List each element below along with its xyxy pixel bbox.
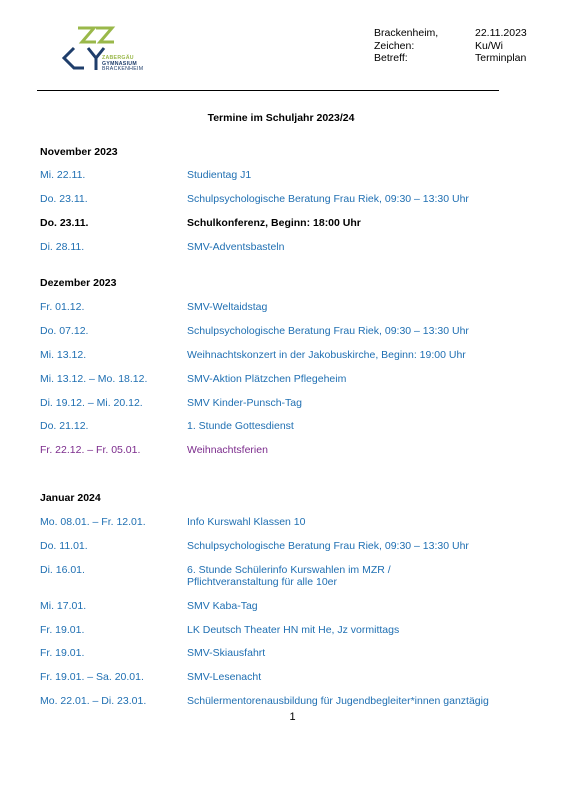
event-date: Do. 23.11. — [40, 193, 88, 205]
event-date: Do. 23.11. — [40, 217, 89, 229]
event-date: Mo. 08.01. – Fr. 12.01. — [40, 516, 146, 528]
header-divider — [37, 90, 499, 91]
event-date: Mi. 13.12. – Mo. 18.12. — [40, 373, 148, 385]
section-heading: Januar 2024 — [40, 492, 101, 504]
event-text: Info Kurswahl Klassen 10 — [187, 516, 306, 528]
event-text: SMV-Lesenacht — [187, 671, 262, 683]
event-text: LK Deutsch Theater HN mit He, Jz vormittags — [187, 624, 400, 636]
event-text: Weihnachtskonzert in der Jakobuskirche, Beginn: 19:00 Uhr — [187, 349, 466, 361]
meta-value-subject: Terminplan — [475, 52, 527, 64]
event-date: Fr. 01.12. — [40, 301, 85, 313]
event-date: Fr. 19.01. — [40, 647, 85, 659]
event-text-line: 6. Stunde Schülerinfo Kurswahlen im MZR / — [187, 564, 391, 576]
event-date: Di. 19.12. – Mi. 20.12. — [40, 397, 143, 409]
event-date: Di. 16.01. — [40, 564, 85, 576]
meta-value-date: 22.11.2023 — [475, 27, 527, 39]
event-text: Studientag J1 — [187, 169, 252, 181]
event-text: Weihnachtsferien — [187, 444, 268, 456]
event-text-line: Pflichtveranstaltung für alle 10er — [187, 576, 337, 588]
event-date: Fr. 22.12. – Fr. 05.01. — [40, 444, 141, 456]
logo-text — [102, 56, 143, 73]
page-number: 1 — [289, 711, 296, 723]
event-date: Mi. 17.01. — [40, 600, 87, 612]
logo-line: BRACKENHEIM — [102, 66, 144, 73]
meta-label-place: Brackenheim, — [374, 27, 439, 39]
section-heading: November 2023 — [40, 146, 118, 158]
event-text: Schulpsychologische Beratung Frau Riek, 09:30 – 13:30 Uhr — [187, 325, 469, 337]
event-text: SMV-Adventsbasteln — [187, 241, 285, 253]
meta-value-sign: Ku/Wi — [475, 39, 504, 52]
event-date: Do. 21.12. — [40, 420, 89, 432]
event-text: SMV-Weltaidstag — [187, 301, 268, 313]
event-date: Di. 28.11. — [40, 241, 85, 253]
event-text: Schülermentorenausbildung für Jugendbegleiter*innen ganztägig — [187, 695, 489, 707]
event-text: SMV-Aktion Plätzchen Pflegeheim — [187, 373, 347, 385]
logo-line: GYMNASIUM — [102, 60, 137, 67]
event-text: 1. Stunde Gottesdienst — [187, 420, 294, 432]
meta-label-sign: Zeichen: — [374, 39, 415, 52]
event-date: Fr. 19.01. — [40, 624, 85, 636]
page-title: Termine im Schuljahr 2023/24 — [207, 112, 355, 124]
event-date: Mi. 13.12. — [40, 349, 87, 361]
event-text: SMV Kaba-Tag — [187, 600, 258, 612]
meta-labels — [374, 27, 438, 65]
event-text: SMV Kinder-Punsch-Tag — [187, 397, 302, 409]
event-text: Schulpsychologische Beratung Frau Riek, 09:30 – 13:30 Uhr — [187, 540, 469, 552]
event-date: Mo. 22.01. – Di. 23.01. — [40, 695, 147, 707]
event-date: Fr. 19.01. – Sa. 20.01. — [40, 671, 144, 683]
event-text — [187, 564, 507, 588]
meta-label-subject: Betreff: — [374, 52, 408, 64]
event-date: Do. 07.12. — [40, 325, 89, 337]
section-heading: Dezember 2023 — [40, 277, 117, 289]
event-text: Schulpsychologische Beratung Frau Riek, 09:30 – 13:30 Uhr — [187, 193, 469, 205]
event-date: Mi. 22.11. — [40, 169, 86, 181]
logo-line: ZABERGÄU — [102, 55, 134, 61]
event-date: Do. 11.01. — [40, 540, 88, 552]
event-text: Schulkonferenz, Beginn: 18:00 Uhr — [187, 217, 361, 229]
meta-values — [475, 27, 527, 65]
event-text: SMV-Skiausfahrt — [187, 647, 266, 659]
